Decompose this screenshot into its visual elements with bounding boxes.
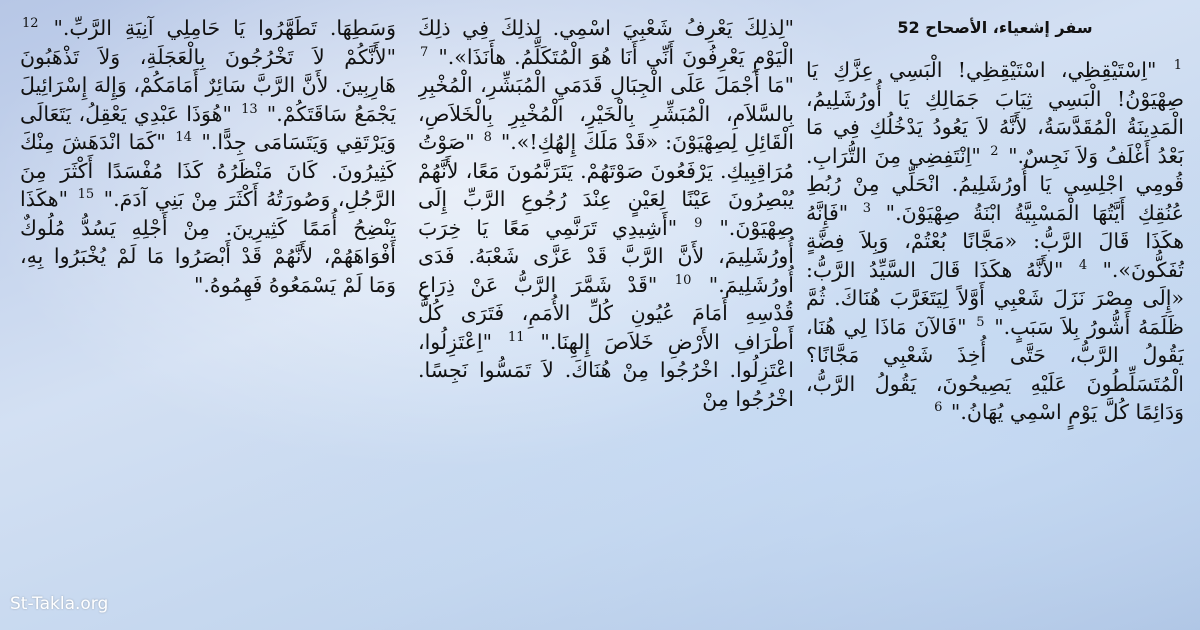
column-left	[20, 14, 396, 614]
column-middle	[418, 14, 794, 614]
column-right	[806, 14, 1184, 614]
column-middle-text: "لِذلِكَ يَعْرِفُ شَعْبِيَ اسْمِي. لِذلِكَ فِي ذلِكَ الْيَوْمِ يَعْرِفُونَ أَنِّي أَنَا هُوَ الْمُتَكَلِّمُ. هأَنَذَا»." $^7$ "مَا أَجْمَلَ عَلَى الْجِبَالِ قَدَمَيِ الْمُبَشِّرِ، الْمُخْبِرِ بِالسَّلاَمِ، الْمُبَشِّرِ بِالْخَيْرِ، الْمُخْبِرِ بِالْخَلاَصِ، الْقَائِلِ لِصِهْيَوْنَ: «قَدْ مَلَكَ إِلهُكِ!»." $^8$ "صَوْتُ مُرَاقِبِيكِ. يَرْفَعُونَ صَوْتَهُمْ. يَتَرَنَّمُونَ مَعًا، لأَنَّهُمْ يُبْصِرُونَ عَيْنًا لِعَيْنٍ عِنْدَ رُجُوعِ الرَّبِّ إِلَى صِهْيَوْنَ." $^9$ "أَشِيدِي تَرَنَّمِي مَعًا يَا خِرَبَ أُورُشَلِيمَ، لأَنَّ الرَّبَّ قَدْ عَزَّى شَعْبَهُ. فَدَى أُورُشَلِيمَ." $^{10}$ "قَدْ شَمَّرَ الرَّبُّ عَنْ ذِرَاعِ قُدْسِهِ أَمَامَ عُيُونِ كُلِّ الأُمَمِ، فَتَرَى كُلُّ أَطْرَافِ الأَرْضِ خَلاَصَ إِلهِنَا." $^{11}$ "اِعْتَزِلُوا، اعْتَزِلُوا. اخْرُجُوا مِنْ هُنَاكَ. لاَ تَمَسُّوا نَجِسًا. اخْرُجُوا مِنْ	[418, 16, 794, 411]
site-watermark: St-Takla.org	[10, 594, 109, 614]
column-left-text: وَسَطِهَا. تَطَهَّرُوا يَا حَامِلِي آنِيَةِ الرَّبِّ." $^{12}$ "لأَنَّكُمْ لاَ تَخْرُجُونَ بِالْعَجَلَةِ، وَلاَ تَذْهَبُونَ هَارِبِينَ. لأَنَّ الرَّبَّ سَائِرٌ أَمَامَكُمْ، وَإِلهَ إِسْرَائِيلَ يَجْمَعُ سَاقَتَكُمْ." $^{13}$ "هُوَذَا عَبْدِي يَعْقِلُ، يَتَعَالَى وَيَرْتَقِي وَيَتَسَامَى جِدًّا." $^{14}$ "كَمَا انْدَهَشَ مِنْكَ كَثِيرُونَ. كَانَ مَنْظَرُهُ كَذَا مُفْسَدًا أَكْثَرَ مِنَ الرَّجُلِ، وَصُورَتُهُ أَكْثَرَ مِنْ بَنِي آدَمَ." $^{15}$ "هكَذَا يَنْضِحُ أُمَمًا كَثِيرِينَ. مِنْ أَجْلِهِ يَسُدُّ مُلُوكٌ أَفْوَاهَهُمْ، لأَنَّهُمْ قَدْ أَبْصَرُوا مَا لَمْ يُخْبَرُوا بِهِ، وَمَا لَمْ يَسْمَعُوهُ فَهِمُوهُ."	[20, 16, 396, 297]
chapter-title: سفر إشعياء، الأصحاح 52	[897, 18, 1093, 37]
column-right-text: $^1$ "اِسْتَيْقِظِي، اسْتَيْقِظِي! الْبَسِي عِزَّكِ يَا صِهْيَوْنُ! الْبَسِي ثِيَابَ جَمَالِكِ يَا أُورُشَلِيمُ، الْمَدِينَةُ الْمُقَدَّسَةُ، لأَنَّهُ لاَ يَعُودُ يَدْخُلُكِ فِي مَا بَعْدُ أَغْلَفُ وَلاَ نَجِسٌ." $^2$ "اِنْتَفِضِي مِنَ التُّرَابِ. قُومِي اجْلِسِي يَا أُورُشَلِيمُ. انْحَلِّي مِنْ رُبُطِ عُنُقِكِ أَيَّتُهَا الْمَسْبِيَّةُ ابْنَةُ صِهْيَوْنَ." $^3$ "فَإِنَّهُ هكَذَا قَالَ الرَّبُّ: «مَجَّانًا بُعْتُمْ، وَبِلاَ فِضَّةٍ تُفَكُّونَ»." $^4$ "لأَنَّهُ هكَذَا قَالَ السَّيِّدُ الرَّبُّ: «إِلَى مِصْرَ نَزَلَ شَعْبِي أَوَّلاً لِيَتَغَرَّبَ هُنَاكَ. ثُمَّ ظَلَمَهُ أَشُّورُ بِلاَ سَبَبٍ." $^5$ "فَالآنَ مَاذَا لِي هُنَا، يَقُولُ الرَّبُّ، حَتَّى أُخِذَ شَعْبِي مَجَّانًا؟ الْمُتَسَلِّطُونَ عَلَيْهِ يَصِيحُونَ، يَقُولُ الرَّبُّ، وَدَائِمًا كُلَّ يَوْمٍ اسْمِي يُهَانُ." $^6$	[806, 58, 1184, 424]
